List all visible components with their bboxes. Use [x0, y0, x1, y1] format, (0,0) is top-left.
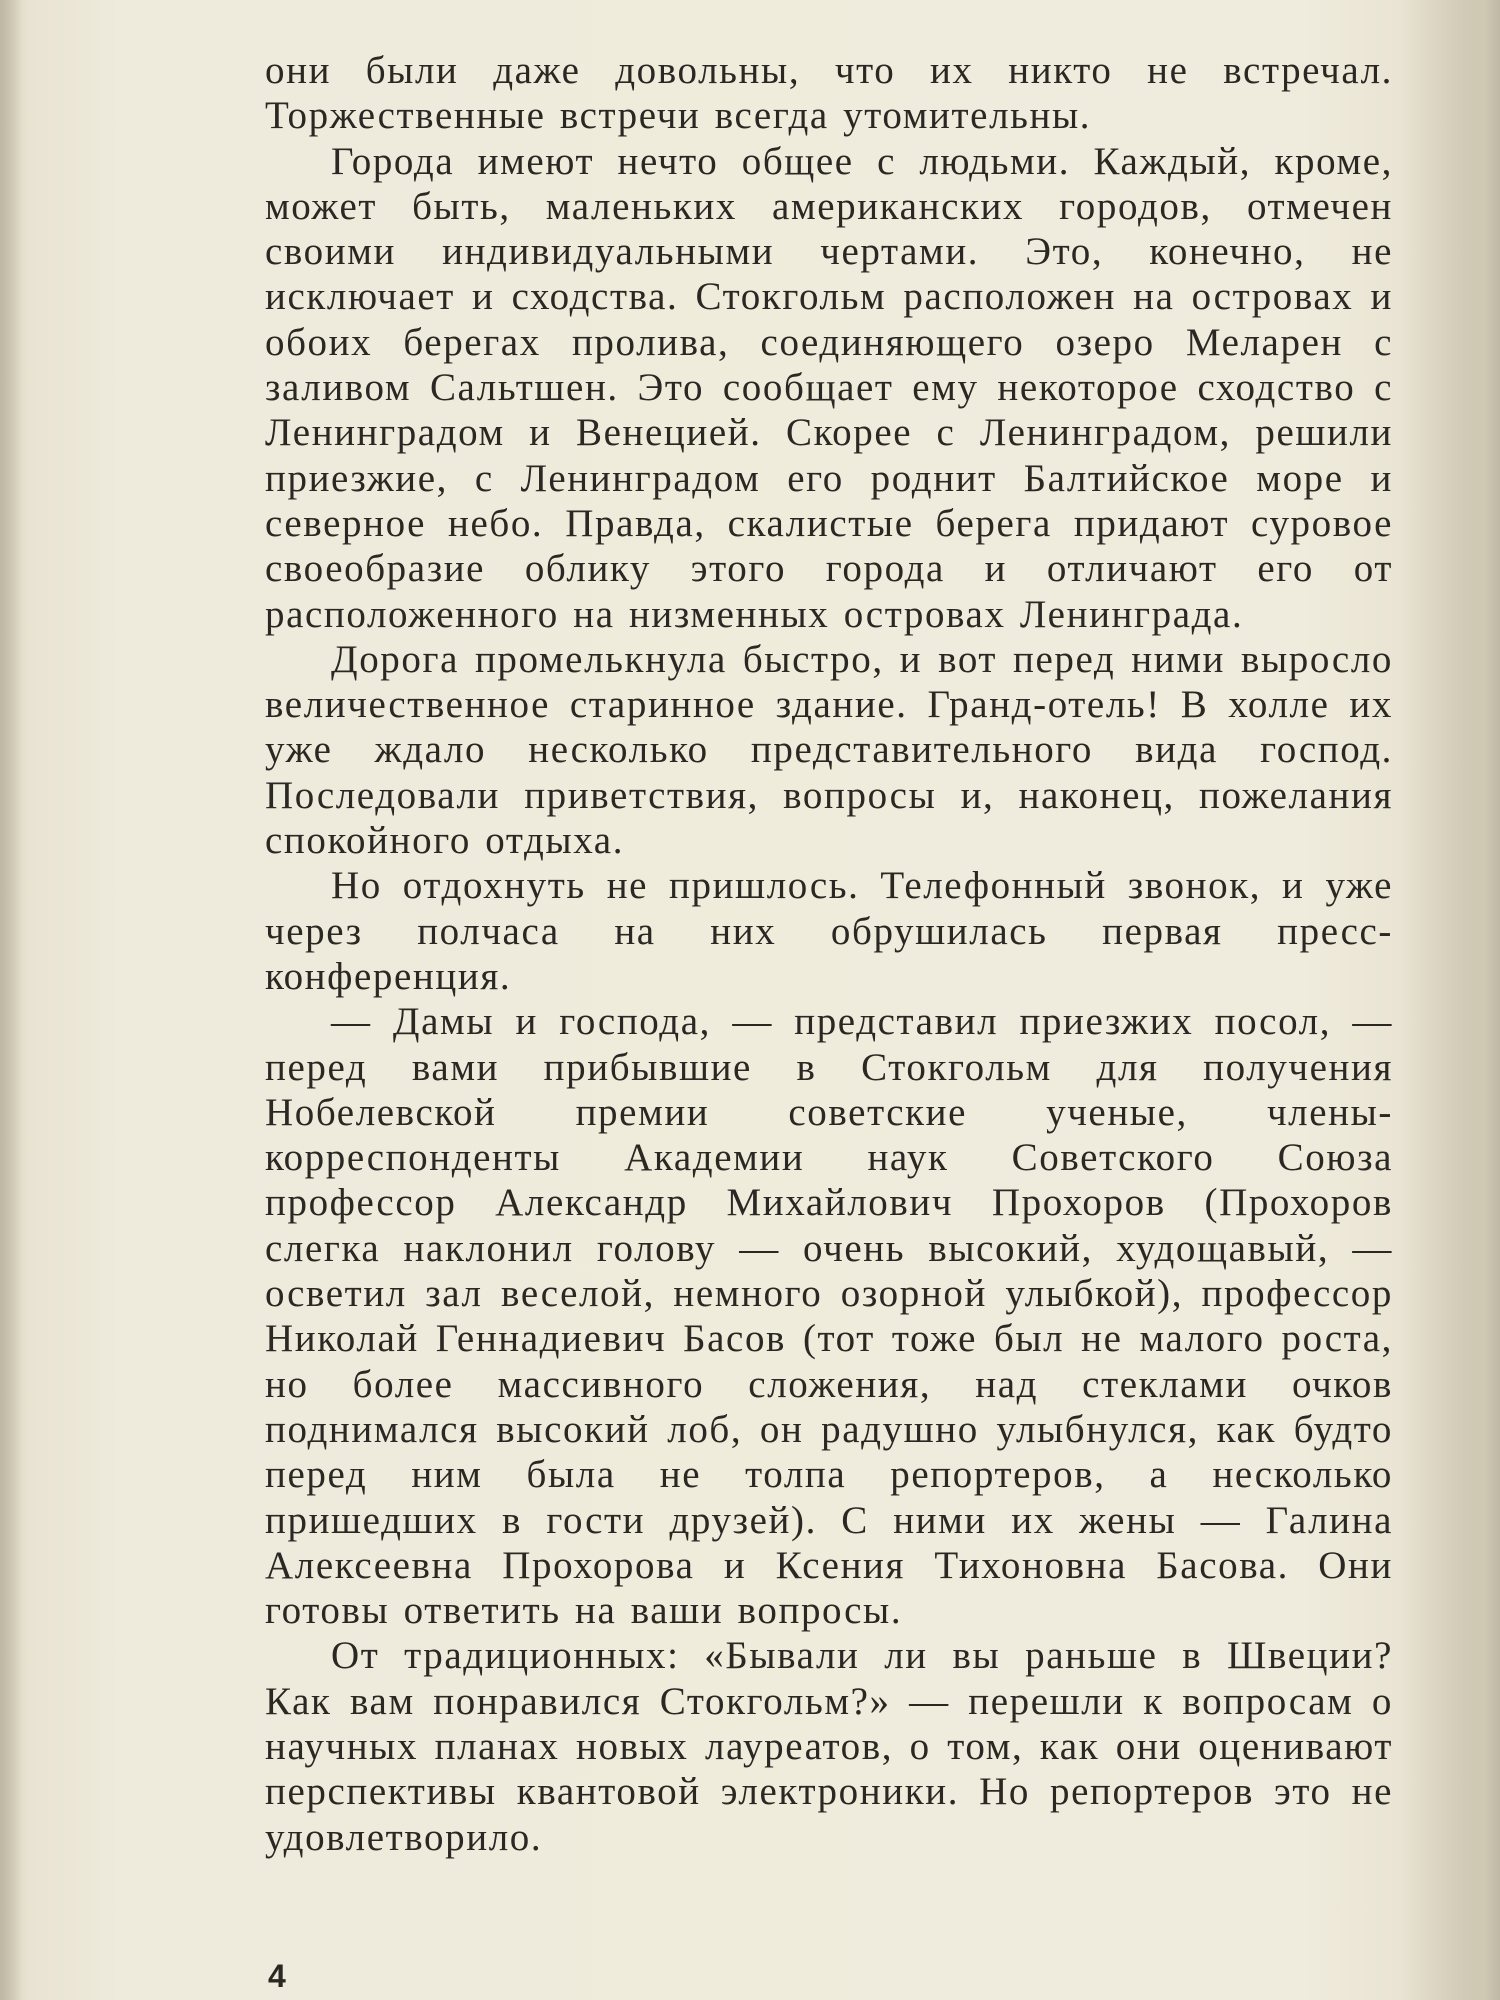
paragraph-continuation: они были даже довольны, что их никто не встречал. Торжественные встречи всегда утомительны. [265, 49, 1393, 138]
page-number: 4 [268, 1958, 286, 1994]
page-edge [1460, 0, 1500, 2000]
paragraph-ambassador-speech: — Дамы и господа, — представил приезжих посол, — перед вами прибывшие в Стокгольм для получения Нобелевской премии советские ученые, члены-корреспонденты Академии наук Советского Союза профессор Александр Михайлович Прохоров (Прохоров слегка наклонил голову — очень высокий, худощавый, — осветил зал веселой, немного озорной улыбкой), профессор Николай Геннадиевич Басов (тот тоже был не малого роста, но более массивного сложения, над стеклами очков поднимался высокий лоб, он радушно улыбнулся, как будто перед ним была не толпа репортеров, а несколько пришедших в гости друзей). С ними их жены — Галина Алексеевна Прохорова и Ксения Тихоновна Басова. Они готовы ответить на ваши вопросы. [265, 1000, 1393, 1633]
binding-shadow [0, 0, 22, 2000]
paragraph-press-conference: Но отдохнуть не пришлось. Телефонный звонок, и уже через полчаса на них обрушилась первая пресс-конференция. [265, 864, 1393, 998]
paragraph-cities: Города имеют нечто общее с людьми. Каждый, кроме, может быть, маленьких американских городов, отмечен своими индивидуальными чертами. Это, конечно, не исключает и сходства. Стокгольм расположен на островах и обоих берегах пролива, соединяющего озеро Меларен с заливом Сальтшен. Это сообщает ему некоторое сходство с Ленинградом и Венецией. Скорее с Ленинградом, решили приезжие, с Ленинградом его роднит Балтийское море и северное небо. Правда, скалистые берега придают суровое своеобразие облику этого города и отличают его от расположенного на низменных островах Ленинграда. [265, 139, 1393, 636]
paragraph-road: Дорога промелькнула быстро, и вот перед ними выросло величественное старинное здание. Гранд-отель! В холле их уже ждало несколько представительного вида господ. Последовали приветствия, вопросы и, наконец, пожелания спокойного отдыха. [265, 637, 1393, 863]
body-text [265, 48, 1393, 1860]
paragraph-questions: От традиционных: «Бывали ли вы раньше в Швеции? Как вам понравился Стокгольм?» — перешли к вопросам о научных планах новых лауреатов, о том, как они оценивают перспективы квантовой электроники. Но репортеров это не удовлетворило. [265, 1634, 1393, 1859]
